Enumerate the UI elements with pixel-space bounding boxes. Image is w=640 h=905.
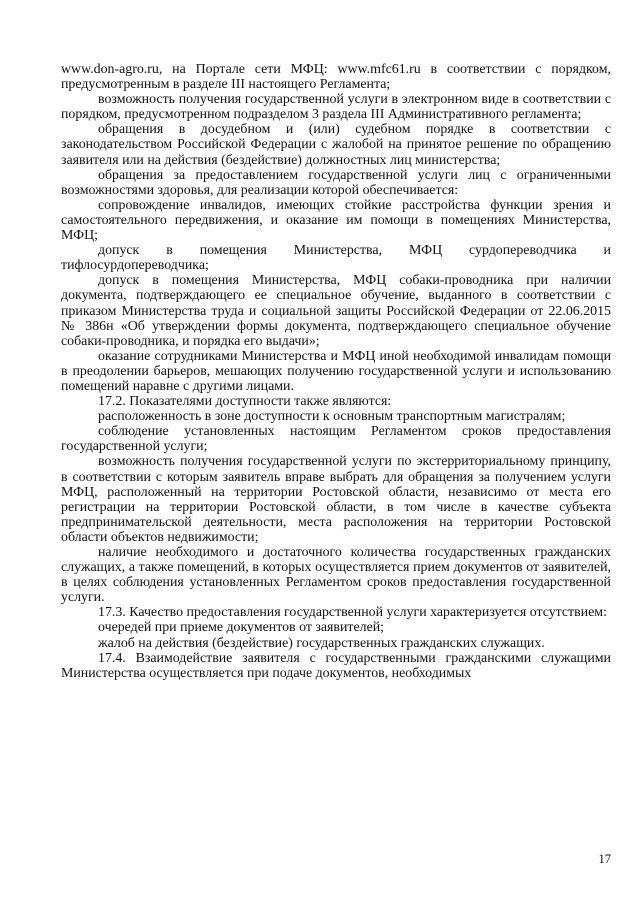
document-body [61, 62, 611, 681]
paragraph-p13: наличие необходимого и достаточного количества государственных гражданских служащих, а также помещений, в которых осуществляется прием документов от заявителей, в целях соблюдения установленных Регламентом сроков предоставления государственной услуги. [61, 545, 611, 606]
paragraph-p16: жалоб на действия (бездействие) государственных гражданских служащих. [98, 635, 545, 651]
paragraph-p09: 17.2. Показателями доступности также являются: [98, 394, 392, 410]
paragraph-p06: допуск в помещения Министерства, МФЦ сурдопереводчика и тифлосурдопереводчика; [61, 243, 611, 274]
paragraph-p17: 17.4. Взаимодействие заявителя с государственными гражданскими служащими Министерства осуществляется при подаче документов, необходимых [61, 650, 611, 681]
paragraph-p01: www.don-agro.ru, на Портале сети МФЦ: www.mfc61.ru в соответствии с порядком, предусмотренным в разделе III настоящего Регламента; [61, 62, 611, 93]
paragraph-p03: обращения в досудебном и (или) судебном порядке в соответствии с законодательством Российской Федерации с жалобой на принятое решение по обращению заявителя или на действия (бездействие) должностных лиц министерства; [61, 122, 611, 168]
paragraph-p05: сопровождение инвалидов, имеющих стойкие расстройства функции зрения и самостоятельного передвижения, и оказание им помощи в помещениях Министерства, МФЦ; [61, 197, 611, 244]
page-number: 17 [598, 852, 611, 866]
paragraph-p04: обращения за предоставлением государственной услуги лиц с ограниченными возможностями здоровья, для реализации которой обеспечивается: [61, 167, 611, 198]
paragraph-p08: оказание сотрудниками Министерства и МФЦ иной необходимой инвалидам помощи в преодолении барьеров, мешающих получению государственной услуги и использованию помещений наравне с другими лицами. [61, 348, 611, 394]
paragraph-p10: расположенность в зоне доступности к основным транспортным магистралям; [98, 409, 566, 425]
paragraph-p11: соблюдение установленных настоящим Регламентом сроков предоставления государственной услуги; [61, 424, 611, 455]
paragraph-p07: допуск в помещения Министерства, МФЦ собаки-проводника при наличии документа, подтверждающего ее специальное обучение, выданного в соответствии с приказом Министерства труда и социальной защиты Российской Федерации от 22.06.2015 № 386н «Об утверждении формы документа, подтверждающего специальное обучение собаки-проводника, и порядка его выдачи»; [61, 273, 611, 349]
paragraph-p14: 17.3. Качество предоставления государственной услуги характеризуется отсутствием: [98, 605, 607, 621]
paragraph-p12: возможность получения государственной услуги по экстерриториальному принципу, в соответствии с которым заявитель вправе выбрать для обращения за получением услуги МФЦ, расположенный на территории Ростовской области, независимо от места его регистрации на территории Ростовской области, в том числе в качестве субъекта предпринимательской деятельности, места расположения на территории Ростовской области объектов недвижимости; [61, 454, 611, 545]
document-page [61, 62, 611, 681]
paragraph-p15: очередей при приеме документов от заявителей; [98, 620, 385, 636]
paragraph-p02: возможность получения государственной услуги в электронном виде в соответствии с порядком, предусмотренном подразделом 3 раздела III Административного регламента; [61, 92, 611, 123]
